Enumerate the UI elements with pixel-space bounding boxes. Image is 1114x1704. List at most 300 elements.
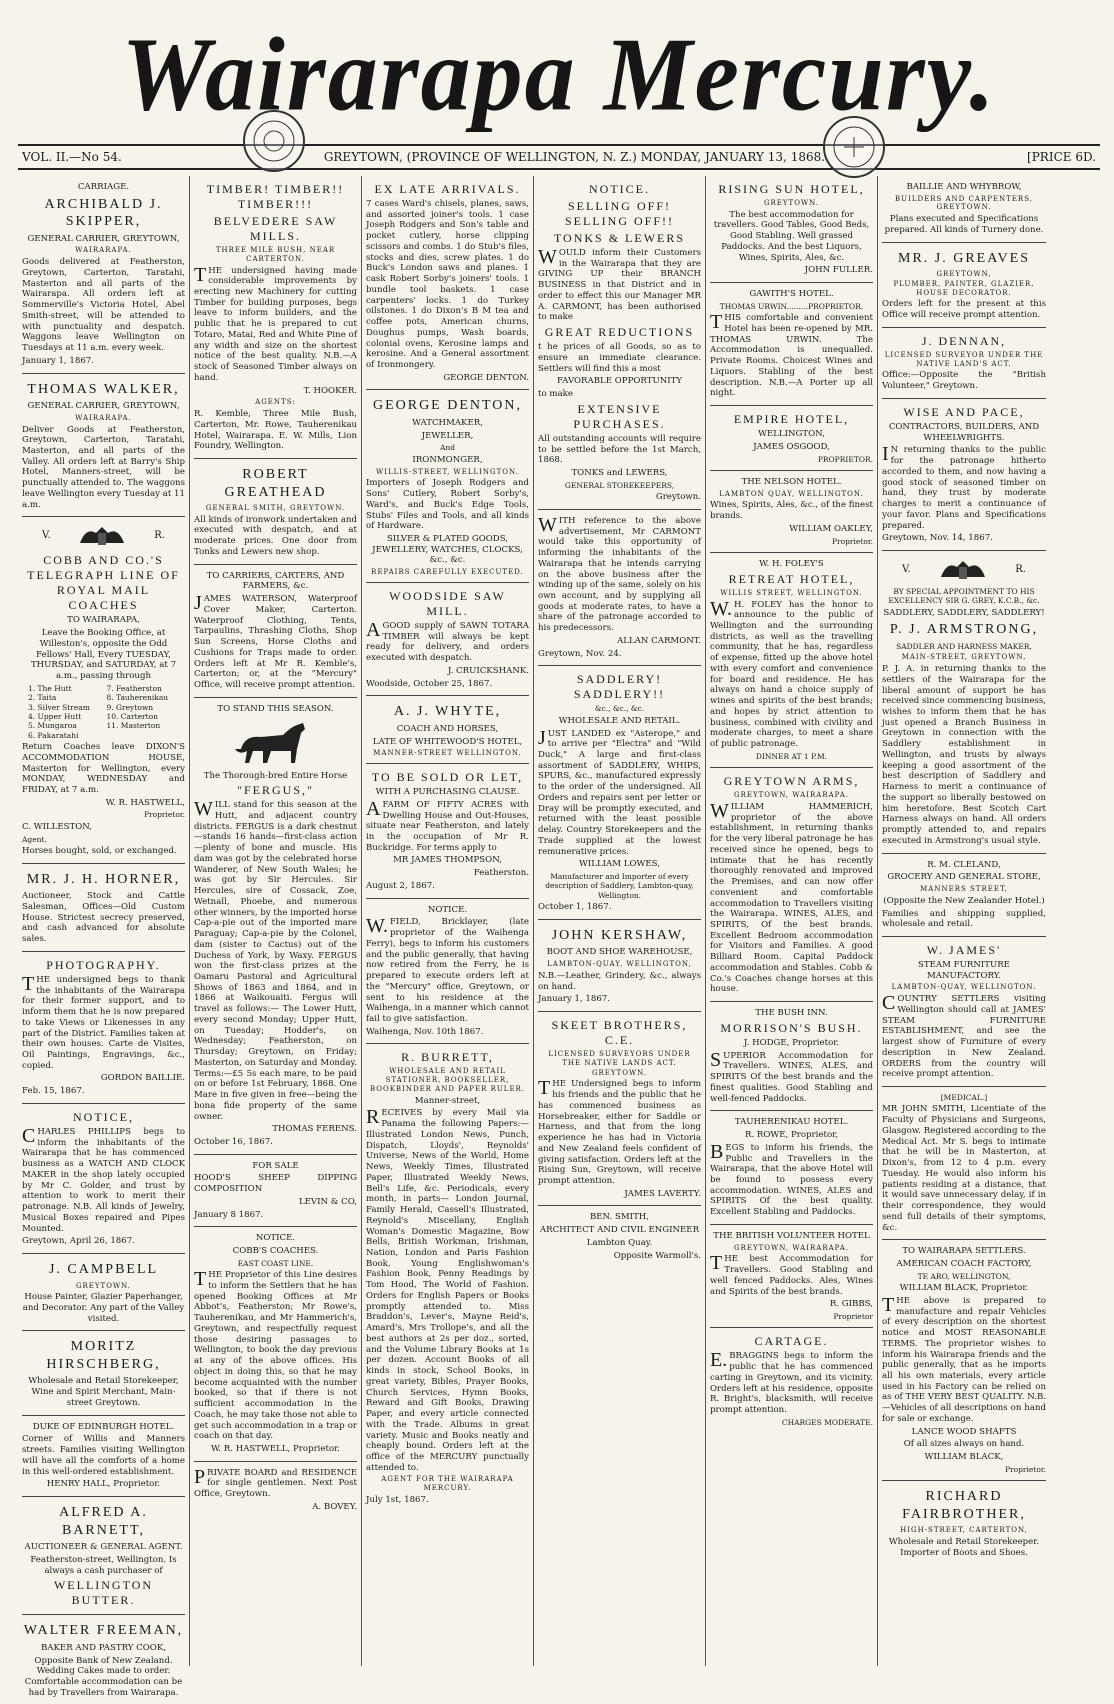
ad-sub: BUILDERS AND CARPENTERS, GREYTOWN. (895, 194, 1033, 212)
ad-date: October 1, 1867. (538, 902, 612, 913)
ad-body: PRIVATE BOARD and RESIDENCE for single gentlemen. Next Post Office, Greytown. (194, 1465, 357, 1500)
ad-gawith (710, 283, 873, 406)
ad-body: House Painter, Glazier Paperhanger, and Decorator. Any part of the Valley visited. (22, 1292, 185, 1324)
ad-body: Auctioneer, Stock and Cattle Salesman, Offices—Old Custom House. Strictest secrecy preserved, and cash advanced for absolute sales. (22, 891, 185, 945)
ad-woodside (366, 583, 529, 696)
ad-sign: THOMAS FERENS. (272, 1124, 357, 1135)
ad-body: WILLIAM HAMMERICH, proprietor of the above establishment, in returning thanks for the very liberal patronage he has received since he opened, begs to intimate that he has recently thoroughly renovated and improved the Premises, and can now offer convenient and comfortable accommodation to Travellers visiting the Wairarapa. WINES, ALES, and SPIRITS, Of the best brands. Excellent Bedroom accommodation for Visitors and Families. A good Billiard Room. Capital Paddock accommodation and Stables. Cobb & Co.'s Coaches change horses at this house. (710, 799, 873, 995)
ad-body: E.BRAGGINS begs to inform the public that he has commenced carting in Greytown, and its vicinity. Orders left at his residence, opposite R. Bright's, blacksmith, will receive prompt attention. (710, 1349, 873, 1416)
ad-heading: TIMBER! TIMBER!! TIMBER!!! (206, 182, 345, 211)
ad-foley (710, 553, 873, 768)
ad-role: Proprietor (833, 1312, 873, 1322)
ad-body: IN returning thanks to the public for the patronage hitherto accorded to them, and now having a good stock of seasoned timber on hand, they trust by moderate charges to merit a continuance of your favor. Plans and Specifications prepared. (882, 443, 1046, 531)
royal-crest (22, 521, 185, 551)
ad-sub: THREE MILE BUSH, NEAR CARTERTON. (215, 246, 336, 263)
ad-place: GREYTOWN. (591, 1068, 648, 1077)
ad-duke-hotel (22, 1416, 185, 1497)
ad-body: AFARM OF FIFTY ACRES with Dwelling House and Out-Houses, situate near Featherston, and lately in the occupation of Mr R. Buckridge. For terms apply to (366, 797, 529, 853)
ad-carmont (538, 510, 701, 667)
ad-name: JOHN KERSHAW, (551, 927, 688, 943)
ad-title: AUCTIONEER & GENERAL AGENT. (24, 1542, 183, 1553)
ad-sub: HIGH-STREET, CARTERTON, (900, 1526, 1028, 1535)
column-1 (18, 176, 190, 1698)
ad-silver: SILVER & PLATED GOODS, JEWELLERY, WATCHES, CLOCKS, &c., &c. (372, 533, 523, 566)
ad-heading: TO BE SOLD OR LET, (371, 770, 524, 785)
ad-private-board (194, 1462, 357, 1519)
ad-wise-pace (882, 399, 1046, 551)
ad-agents-head: AGENTS: (255, 398, 296, 407)
ad-photography (22, 952, 185, 1104)
ad-name: ROBERT GREATHEAD (224, 467, 327, 500)
ad-body: WITH reference to the above advertisement, Mr CARMONT would take this opportunity of informing the inhabitants of the Wairarapa that he intends carrying on the above business after the winding up of the same, solely on his own account, and by supplying all goods at moderate rates, to have a share of the patronage accorded to his predecessors. (538, 513, 701, 634)
stop: 6. Pakaratahi (28, 730, 79, 740)
ad-sign: HENRY HALL, Proprietor. (46, 1479, 161, 1490)
ad-body: BEGS to inform his friends, the Public and Travellers in the Wairarapa, that the above Hotel will be found to possess every accommodation. WINES, ALES and SPIRITS Of the best quality. Excellent Stabling and Paddocks. (710, 1140, 873, 1218)
ad-sub: GREYTOWN, WAIRARAPA. (734, 791, 849, 800)
ad-sub: WITH A PURCHASING CLAUSE. (375, 787, 520, 798)
ad-etc: &c., &c., &c. (594, 704, 645, 714)
ad-name: SKEET BROTHERS, C.E. (551, 1018, 688, 1048)
ad-title: STEAM FURNITURE MANUFACTORY. (918, 959, 1010, 981)
ad-role: Proprietor. (831, 536, 873, 546)
ad-sign: ALLAN CARMONT. (617, 635, 701, 646)
ad-sign: TONKS and LEWERS, (571, 468, 668, 479)
ad-sub: LAMBTON-QUAY, WELLINGTON, (547, 960, 692, 969)
ad-greathead (194, 459, 357, 565)
ad-name: J. CAMPBELL (48, 1262, 159, 1278)
ad-body: THE undersigned begs to thank the inhabitants of the Wairarapa for their former support, and to inform them that he is now prepared to take Views or Likenesses in any part of the District. Families taken at their own houses. Carte de Visites, Oil Paintings, Engravings, &c., copied. (22, 972, 185, 1071)
stop: 1. The Hutt (28, 683, 72, 693)
ad-place: TE ARO, WELLINGTON, (917, 1271, 1011, 1281)
ad-kershaw (538, 920, 701, 1012)
horse-icon (231, 719, 321, 767)
ad-name: WALTER FREEMAN, (23, 1623, 184, 1639)
ad-role: Proprietor. (1004, 1464, 1046, 1474)
ad-baillie-whybrow (882, 176, 1046, 243)
ad-body: Orders left for the present at this Office will receive prompt attention. (882, 299, 1046, 321)
ad-extensive: EXTENSIVE PURCHASES. (573, 401, 666, 431)
ad-phillips (22, 1104, 185, 1254)
ad-great: GREAT REDUCTIONS (544, 325, 695, 340)
ad-heading: GAWITH'S HOTEL. (749, 289, 834, 300)
ad-heading: EMPIRE HOTEL, (733, 412, 850, 427)
ad-heading: THE BRITISH VOLUNTEER HOTEL (713, 1230, 870, 1241)
ad-body: W.H. FOLEY has the honor to announce to the public of Wellington and the surrounding districts, as well as the travelling community, that he has, regardless of expense, fitted up the above hotel with every comfort and convenience for board and residence. He has always on hand a choice supply of wines and spirits of the best brands; and hopes by strict attention to business, combined with civility and moderate charges, to meet a share of public patronage. (710, 597, 873, 750)
stop: 11. Masterton (106, 721, 161, 731)
stop: 5. Mungaroa (28, 721, 77, 731)
ad-date: Feb. 15, 1867. (22, 1086, 85, 1097)
ad-place: Featherston. (473, 868, 529, 879)
ad-sign: A. BOVEY. (312, 1501, 357, 1512)
ad-sub: GREYTOWN. (75, 1281, 132, 1290)
ad-sign: J. CRUICKSHANK. (447, 665, 529, 676)
column-2 (190, 176, 362, 1666)
ad-body: Deliver Goods at Featherston, Greytown, Carterton, Taratahi, Masterton, and all parts of the Valley. All orders left at Barry's Ship Hotel, Manners-street, will be punctually attended to. The waggons leave Wellington every Tuesday at 11 a.m. (22, 424, 185, 510)
stop (107, 731, 186, 740)
ad-sign: WILLIAM OAKLEY, (789, 523, 873, 534)
ad-body: Corner of Willis and Manners streets. Families visiting Wellington will have all the comforts of a home in this well-ordered establishment. (22, 1434, 185, 1477)
ad-greaves (882, 243, 1046, 328)
ad-body: Wholesale and Retail Storekeeper, Wine and Spirit Merchant, Main-street Greytown. (28, 1376, 179, 1408)
ad-sub: GREYTOWN. (763, 199, 820, 207)
colonial-secretary-stamp (823, 116, 885, 178)
ad-sub: WHOLESALE AND RETAIL STATIONER, BOOKSELLER, BOOKBINDER AND PAPER RULER. (369, 1067, 526, 1093)
ad-body: THE best Accommodation for Travellers. Good Stabling and well fenced Paddocks. Ales, Wines and Spirits of the best brands. (710, 1252, 873, 1297)
ad-body: The best accommodation for travellers. Good Tables, Good Beds, Good Stabling. Well grassed Paddocks. And the best Liquors, Wines, Spirits, Ales, &c. (713, 209, 870, 263)
ad-role: Proprietor. (143, 810, 185, 820)
ad-tomake: to make (538, 389, 573, 400)
ad-cartage (710, 1328, 873, 1433)
ad-heading: EX LATE ARRIVALS. (374, 182, 521, 196)
ad-repairs: REPAIRS CAREFULLY EXECUTED. (371, 568, 524, 577)
ad-campbell (22, 1254, 185, 1331)
ad-opp: (Opposite the New Zealander Hotel.) (883, 895, 1045, 906)
ad-john-smith (882, 1087, 1046, 1240)
ad-body: RECEIVES by every Mail via Panama the following Papers:— Illustrated London News, Punch, Dispatch, Lloyds', Reynolds' Universe, News of the World, Home News, Weekly Times, Illustrated Paper, Illustrated Weekly News, Bell's Life, &c. Periodicals, every month, in parts— London Journal, Family Herald, Cassell's Illustrated, Reynold's Miscellany, English Woman's Domestic Magazine, Bow Bells, British Workman, Irishman, Nation, London and Paris Fashion Book, Young Englishwoman's Fashion Book, Penny Readings by Tom Hood, The World of Fashion. Orders for English Papers or Books promptly attended to. Miss Braddon's, Lever's, Mayne Reid's, Amard's, Mrs Trollope's, and all the best authors at 2s per doz., sorted, and the Volume Library Books at 1s per dozen. Account Books of all kinds in stock, School Books, in great variety, Bibles, Prayer Books, Church Services, Hymn Books, Reward and Gift Books, Drawing Paper, and every article connected with the Trade. Albums in great variety. Music and Books neatly and cheaply bound. Orders left at the office of the MERCURY punctually attended to. (366, 1106, 529, 1473)
ad-freeman (22, 1615, 185, 1704)
ad-heading: THE NELSON HOTEL. (741, 476, 842, 487)
ad-place: Greytown. (655, 492, 701, 503)
ad-title: JEWELLER, (421, 430, 474, 441)
ad-name: R. M. CLELAND, (927, 859, 1001, 870)
ad-whyte (366, 696, 529, 764)
ad-bush-inn (710, 1002, 873, 1111)
ad-opp: Opposite Warmoll's. (613, 1250, 701, 1261)
ad-name: A. J. WHYTE, (393, 704, 502, 720)
ad-heading: NOTICE. (255, 1233, 296, 1244)
ad-body: P. J. A. in returning thanks to the settlers of the Wairarapa for the liberal amount of support he has received since commencing business, wishes to inform them that he has just opened a Branch Business in Greytown in connection with the Saddlery establishment in Wellington, and trusts by always keeping a good assortment of the best description of Saddlery and Harness to merit a continuance of the support so liberally bestowed on him heretofore. Best Scotch Cart Harness always on hand. All orders promptly attended to, and repairs executed in Armstrong's usual style. (882, 664, 1046, 846)
ad-horse-name: "FERGUS," (237, 783, 314, 798)
ad-body: Families and shipping supplied, wholesale and retail. (882, 908, 1046, 930)
ad-horses: Horses bought, sold, or exchanged. (22, 845, 177, 856)
ad-name: ALFRED A. BARNETT, (59, 1505, 148, 1538)
ad-medical: [MEDICAL.] (940, 1093, 988, 1103)
ad-nelson (710, 471, 873, 553)
ad-return: Return Coaches leave DIXON'S ACCOMMODATION HOUSE, Masterton for Wellington, every MONDAY, WEDNESDAY and FRIDAY, at 7 a.m. (22, 742, 185, 796)
ad-place: WELLINGTON, (758, 429, 825, 440)
ad-heading: NOTICE, (73, 1109, 134, 1124)
ad-sub: WHOLESALE AND RETAIL. (558, 715, 681, 726)
ad-date: Waihenga, Nov. 10th 1867. (366, 1026, 484, 1037)
ad-heading: NOTICE. (427, 904, 468, 915)
ad-shafts: LANCE WOOD SHAFTS (911, 1426, 1017, 1437)
ad-sub: EAST COAST LINE. (237, 1258, 314, 1268)
ad-body: HOOD'S SHEEP DIPPING COMPOSITION (194, 1173, 357, 1195)
ad-heading: GREYTOWN ARMS, (723, 774, 860, 789)
ad-prop: WILLIAM BLACK, Proprietor. (899, 1283, 1029, 1294)
stop: 2. Taita (28, 693, 57, 703)
ad-role: GENERAL STOREKEEPERS, (564, 480, 675, 490)
ad-sub: GREYTOWN, WAIRARAPA. (734, 1243, 849, 1252)
ad-body: WILL stand for this season at the Hutt, and adjacent country districts. FERGUS is a dark chestnut—stands 16 hands—first-class action—plenty of bone and muscle. His dam was got by the celebrated horse Wanderer, of New South Wales; he was got by Sir Hercules. Sir Hercules, sire of Cossack, Zoe, Wetnall, Phoebe, and numerous other winners, by the imported horse Cap-a-pie out of the imported mare Paraguay; Cap-a-pie by the Colonel, dam (sister to Cactus) out of the Duchess of York, by Waxy. FERGUS won the first-class prizes at the Oamaru Pastoral and Agricultural Shows of 1863 and 1864, and in 1866 at Waikouaiti. Fergus will travel as follows:— The Lower Hutt, every second Monday; Upper Hutt, on Tuesday; Hodder's, on Wednesday; Featherston, on Thursday; Greytown, on Friday; Masterton, on Saturday and Monday. Terms:—£5 5s each mare, to be paid on or before 1st February, 1868. One Mare in five given in free—being the bona fide property of the same owner. (194, 798, 357, 1122)
ad-sub: MANNERS STREET, (920, 885, 1008, 894)
ad-name: MORITZ HIRSCHBERG, (46, 1339, 161, 1372)
ad-body: Opposite Bank of New Zealand. Wedding Cakes made to order. Comfortable accommodation can be had by Travellers from Wairarapa. (24, 1655, 183, 1698)
ad-title: COBB AND CO.'S TELEGRAPH LINE OF ROYAL MAIL COACHES (27, 553, 180, 613)
ad-favorable: FAVORABLE OPPORTUNITY (556, 376, 683, 387)
stop: 3. Silver Stream (28, 702, 90, 712)
ad-prop: R. ROWE, Proprietor, (744, 1130, 839, 1141)
ad-denton (366, 390, 529, 582)
ad-body: Leave the Booking Office, at Willeston's, opposite the Odd Fellows' Hall, Every TUESDAY, THURSDAY, and SATURDAY, at 7 a.m., passing through (30, 628, 177, 682)
ad-body: COUNTRY SETTLERS visiting Wellington should call at JAMES' STEAM FURNITURE ESTABLISHMENT, and see the largest show of Furniture of every description in New Zealand. ORDERS from the country will receive prompt attention. (882, 992, 1046, 1080)
ad-and: And (439, 443, 456, 453)
ad-empire (710, 406, 873, 471)
ad-body: THIS comfortable and convenient Hotel has been re-opened by MR. THOMAS URWIN. The Accommodation is unequalled. Private Rooms. Choicest Wines and Liquors. Stabling of the best description. N.B.—A Porter up all night. (710, 311, 873, 399)
ad-barnett (22, 1497, 185, 1615)
ad-name: J. DENNAN, (921, 333, 1007, 348)
ad-dinner: DINNER AT 1 P.M. (755, 751, 828, 761)
ad-title: BOOT AND SHOE WAREHOUSE, (546, 947, 693, 958)
ad-sub: TO WAIRARAPA, (67, 615, 140, 626)
ad-hoods-dip (194, 1155, 357, 1228)
ad-sign: W. R. HASTWELL, (105, 797, 185, 808)
ad-heading: CARRIAGE. (77, 182, 130, 192)
column-5 (706, 176, 878, 1666)
ad-title: CONTRACTORS, BUILDERS, AND WHEELWRIGHTS. (888, 421, 1040, 443)
ad-title: COBB'S COACHES. (232, 1246, 319, 1257)
ad-horner (22, 864, 185, 952)
ad-skeet (538, 1012, 701, 1206)
ad-agent: C. WILLESTON, (22, 821, 93, 832)
ad-title: LATE OF WHITEWOOD'S HOTEL, (372, 736, 523, 747)
ad-place: Lambton Quay. (586, 1237, 653, 1248)
ad-date: Greytown, Nov. 14, 1867. (882, 533, 993, 544)
ad-armstrong (882, 551, 1046, 854)
ad-body: 7 cases Ward's chisels, planes, saws, and assorted joiner's tools. 1 case Joseph Rodgers and Son's table and pocket cutlery, horse clipping scissors and combs. 1 do Stub's files, stocks and dies, screw plates. 1 do Buck's London saws and planes. 1 cask Robert Sorby's joiners' tools. 1 bundle tool baskets. 1 case carpenters' locks. 1 do Turkey oilstones. 1 do Dixon's B M tea and coffee pots, American churns, Doughus pumps, Wash boards, colonial ovens, Kerosine lamps and kerosine. And a General assortment of Ironmongery. (366, 199, 529, 371)
ad-name: MR. J. H. HORNER, (26, 871, 181, 887)
ad-dennan (882, 328, 1046, 399)
stop: 9. Greytown (106, 702, 154, 712)
ad-skipper (22, 176, 185, 374)
ad-selling: SELLING OFF! SELLING OFF!! (565, 199, 674, 228)
coat-of-arms-icon (937, 555, 989, 585)
ad-heading: RISING SUN HOTEL, (718, 182, 865, 196)
ad-sub: GENERAL SMITH, GREYTOWN. (205, 504, 346, 512)
ad-place: LAMBTON-QUAY, WELLINGTON. (891, 983, 1037, 992)
ad-date: Greytown, Nov. 24. (538, 648, 622, 659)
ad-heading: TO STAND THIS SEASON. (217, 703, 334, 714)
ad-name: RICHARD FAIRBROTHER, (902, 1489, 1026, 1522)
crest-v: V. (42, 530, 51, 542)
column-4 (534, 176, 706, 1666)
ad-body: Featherston-street, Wellington. Is always a cash purchaser of (30, 1554, 177, 1576)
crest-r: R. (154, 530, 165, 542)
ad-sign: JAMES LAVERTY. (624, 1188, 701, 1199)
ad-title: LICENSED SURVEYOR UNDER THE NATIVE LAND'S ACT. (884, 350, 1044, 368)
dateline (18, 144, 1100, 170)
ad-body: JUST LANDED ex "Asterope," and to arrive per "Electra" and "Wild Duck," A large and first-class assortment of SADDLERY, WHIPS, SPURS, &c., manufactured expressly to the order of the undersigned. All Orders and repairs sent per letter or Dray will be promptly executed, and returned with the least possible delay. Country Storekeepers and the Trade supplied at the lowest remunerative prices. (538, 726, 701, 857)
royal-crest (882, 555, 1046, 585)
stop: 8. Tauherenikau (106, 693, 169, 703)
ad-sub: LAMBTON QUAY, WELLINGTON. (719, 489, 864, 498)
ad-body: THE Proprietor of this Line desires to inform the Settlers that he has opened Booking Offices at Mr Abbot's, Featherston; Mr Rowe's, Tauherenikau, and Mr Hammerich's, Greytown, and respectfully request those desiring passages to Wellington, to book the day previous at any of the above offices. His object in doing this, so that he may become acquainted with the number booked, so that if there is not sufficient accommodation in the Coach, he may take those not able to get such accommodation in a trap or coach on that day. (194, 1268, 357, 1442)
ad-sub: MAIN-STREET, GREYTOWN, (901, 653, 1027, 662)
ad-name: R. BURRETT, (401, 1050, 494, 1065)
ad-body: JAMES WATERSON, Waterproof Cover Maker, Carterton. Waterproof Clothing, Tents, Tarpaulins, Thrashing Cloths, Shop Sun Screens, Horse Cloths and Cushions for Traps made to order. Orders left at Mr R. Kemble's, Carterton; or, at the "Mercury" Office, will receive prompt attention. (194, 592, 357, 691)
ad-agent: AGENT FOR THE WAIRARAPA MERCURY. (381, 1475, 514, 1493)
ad-coach-factory (882, 1240, 1046, 1481)
ad-title: IRONMONGER, (412, 454, 483, 465)
ad-fairbrother (882, 1481, 1046, 1564)
price: [PRICE 6D. (1027, 150, 1096, 164)
stop: 4. Upper Hutt (28, 711, 82, 721)
ad-field (366, 899, 529, 1045)
ad-heading: WISE AND PACE, (903, 404, 1025, 419)
ad-title: BAKER AND PASTRY COOK, (40, 1642, 166, 1653)
ad-heading: RETREAT HOTEL, (728, 571, 855, 586)
ad-heading: CARTAGE. (754, 1334, 829, 1349)
ad-saddlery: SADDLERY, SADDLERY, SADDLERY! (883, 607, 1045, 618)
ad-date: October 16, 1867. (194, 1137, 273, 1147)
ad-body: CHARLES PHILLIPS begs to inform the inhabitants of the Wairarapa that he has commenced business as a WATCH AND CLOCK MAKER in the shop lately occupied by Mr C. Golder, and trust by attention to work to merit their patronage. N.B. All kinds of Jewelry, Musical Boxes repaired and Pipes Mounted. (22, 1124, 185, 1234)
ad-sub: GREYTOWN, (936, 270, 992, 279)
ad-british-volunteer (710, 1225, 873, 1329)
ad-title: The Thorough-bred Entire Horse (203, 770, 348, 781)
ad-title: WATCHMAKER, (412, 417, 483, 428)
ad-heading: TO WAIRARAPA SETTLERS. (902, 1246, 1026, 1257)
ad-body: MR JOHN SMITH, Licentiate of the Faculty of Physicians and Surgeons, Glasgow. Registered according to the Medical Act. Mr S. begs to intimate that he will be in Masterton, at Dixon's, from 12 to 4 p.m. every Tuesday. He would also inform his patients residing at a distance, that it would save unnecessary delay, if in their correspondence, they would send full details of their symptoms, &c. (882, 1104, 1046, 1233)
ad-sub: LICENSED SURVEYORS UNDER THE NATIVE LANDS ACT. (548, 1050, 691, 1067)
ad-hirschberg (22, 1331, 185, 1415)
ad-sign: CHARGES MODERATE. (781, 1417, 873, 1427)
ad-body: Importers of Joseph Rodgers and Sons' Cutlery, Robert Sorby's, Ward's, and Buck's Edge Tools, Stubs' Files and Tools, and all kinds of Hardware. (366, 478, 529, 532)
ad-body: Wines, Spirits, Ales, &c., of the finest brands. (710, 500, 873, 522)
ad-date: August 2, 1867. (366, 880, 435, 891)
ad-body: THE Undersigned begs to inform his friends and the public that he has commenced business as Horsebreaker, either for Saddle or Harness, and that from the long experience he has had in Victoria and New Zealand feels confident of giving satisfaction. Orders left at the Rising Sun, Greytown, will receive prompt attention. (538, 1077, 701, 1186)
ad-lowes (538, 666, 701, 920)
ad-belvedere (194, 176, 357, 459)
ad-sign: WILLIAM LOWES, (579, 859, 660, 870)
ad-heading: WOODSIDE SAW MILL. (389, 588, 506, 618)
ad-sub: WAIRARAPA. (75, 246, 132, 255)
ad-body-3: All outstanding accounts will require to be settled before the 1st March, 1868. (538, 433, 701, 466)
ad-sign: T. HOOKER. (303, 385, 357, 396)
ad-heading: NOTICE. (589, 182, 650, 196)
ad-name: ARCHIBALD J. SKIPPER, (44, 196, 163, 230)
ad-date: Woodside, October 25, 1867. (366, 678, 493, 689)
volume-number: VOL. II.—No 54. (22, 150, 122, 164)
ad-sub: WILLIS STREET, WELLINGTON. (720, 588, 863, 597)
ad-walker (22, 374, 185, 518)
ad-name: GEORGE DENTON, (372, 398, 523, 414)
ad-sign: MR JAMES THOMPSON, (393, 855, 502, 866)
ad-street: Manner-street, (414, 1095, 481, 1106)
ad-title: GENERAL CARRIER, GREYTOWN, (27, 233, 180, 244)
ad-greytown-arms (710, 768, 873, 1002)
ad-heading: THE BUSH INN. (755, 1008, 828, 1019)
ad-body: Goods delivered at Featherston, Greytown, Carterton, Taratahi, Masterton and all parts of the Wairarapa. All orders left at Sommerville's Victoria Hotel, Abel Smith-street, will be attended to with punctuality and despatch. Waggons leave Wellington on Tuesdays at 11 a.m. every week. (22, 257, 185, 354)
ad-body: AGOOD supply of SAWN TOTARA TIMBER will always be kept ready for delivery, and orders executed with despatch. (366, 618, 529, 664)
ad-name: MR. J. GREAVES (898, 250, 1030, 266)
ad-role: Manufacturer and Importer of every description of Saddlery, Lambton-quay, Wellington. (545, 872, 694, 900)
ad-smith (538, 1206, 701, 1267)
ad-waterson (194, 565, 357, 698)
ad-body: All kinds of ironwork undertaken and executed with despatch, and at moderate prices. One door from Tonks and Lewers new shop. (194, 514, 357, 557)
library-stamp (243, 110, 305, 172)
crest-v: V. (902, 563, 911, 575)
ad-prop: J. HODGE, Proprietor. (743, 1037, 840, 1048)
ad-title: AMERICAN COACH FACTORY, (896, 1259, 1032, 1269)
column-3 (362, 176, 534, 1666)
ad-sign: GEORGE DENTON. (443, 372, 529, 383)
ad-body: Plans executed and Specifications prepared. All kinds of Turnery done. (884, 214, 1044, 235)
ad-prop: THOMAS URWIN.........PROPRIETOR. (719, 301, 864, 311)
ad-tonks-lewers (538, 176, 701, 510)
ad-name: BEN. SMITH, (589, 1212, 650, 1223)
ad-date: Greytown, April 26, 1867. (22, 1236, 135, 1247)
ad-role: PROPRIETOR. (817, 454, 873, 464)
ad-fergus (194, 698, 357, 1155)
ad-body: Office:—Opposite the "British Volunteer," Greytown. (882, 370, 1046, 392)
ad-body: WOULD inform their Customers in the Wairarapa that they are GIVING UP their BRANCH BUSINESS in that District and in order to effect this our Manager MR A. CARMONT, has been authorised to make (538, 246, 701, 323)
ad-cleland (882, 854, 1046, 937)
ad-sub: WILLIS-STREET, WELLINGTON. (376, 467, 519, 476)
ad-rising-sun (710, 176, 873, 283)
ad-title: COACH AND HORSES, (396, 723, 499, 734)
ad-date: January 1, 1867. (538, 994, 610, 1005)
ad-body: W.FIELD, Bricklayer, (late proprietor of the Waihenga Ferry), begs to inform his customers and the public generally, that having now retired from the Ferry, he is prepared to execute orders left at the "Mercury" office, Greytown, or sent to his residence at the Waihenga, in a manner which cannot fail to give satisfaction. (366, 915, 529, 1025)
ad-tauherenikau (710, 1111, 873, 1225)
ad-date: January 8 1867. (194, 1209, 264, 1220)
ad-heading: SADDLERY! SADDLERY!! (573, 672, 666, 702)
ad-name: MORRISON'S BUSH. (720, 1020, 863, 1035)
stop: 10. Carterton (106, 711, 159, 721)
ad-late-arrivals (366, 176, 529, 390)
coat-of-arms-icon (76, 521, 128, 551)
columns (18, 176, 1100, 1698)
ad-title: ARCHITECT AND CIVIL ENGINEER (539, 1225, 700, 1236)
ad-name: W. JAMES' (926, 942, 1002, 957)
ad-title: SADDLER AND HARNESS MAKER, (896, 641, 1032, 651)
crest-r: R. (1015, 563, 1026, 575)
ad-sign: GORDON BAILLIE. (100, 1073, 185, 1084)
ad-cobb-coaches (22, 517, 185, 863)
ad-title: GENERAL CARRIER, GREYTOWN, (27, 401, 180, 412)
ad-body: THE above is prepared to manufacture and repair Vehicles of every description on the shortest notice and MOST REASONABLE TERMS. The proprietor wishes to inform his Wairarapa friends and the public generally, that as he imports all his own materials, every article used in his Factory can be relied on as of THE VERY BEST QUALITY. N.B.—Vehicles of all descriptions on hand for sale or exchange. (882, 1293, 1046, 1424)
ad-sign: WILLIAM BLACK, (924, 1452, 1004, 1463)
masthead-title: Wairarapa Mercury. (121, 15, 997, 133)
ad-sign: JOHN FULLER. (804, 265, 873, 276)
ad-sign: JAMES OSGOOD, (753, 441, 830, 452)
ad-burrett (366, 1044, 529, 1511)
ad-james-furniture (882, 937, 1046, 1087)
stop: 7. Featherston (106, 683, 162, 693)
ad-sizes: Of all sizes always on hand. (903, 1439, 1025, 1450)
ad-name: TONKS & LEWERS (553, 231, 686, 245)
coach-stops (22, 684, 185, 740)
ad-sub: WAIRARAPA. (75, 413, 132, 422)
ad-heading: FOR SALE (252, 1160, 299, 1171)
ad-sub: MANNER-STREET WELLINGTON. (373, 749, 522, 758)
ad-heading: TAUHERENIKAU HOTEL. (734, 1117, 849, 1128)
place-date: GREYTOWN, (PROVINCE OF WELLINGTON, N. Z.) MONDAY, JANUARY 13, 1868. (323, 150, 826, 164)
ad-name: THOMAS WALKER, (27, 381, 180, 397)
ad-date: January 1, 1867. (22, 355, 94, 366)
ad-agent-role: Agent. (22, 834, 47, 844)
ad-body: Wholesale and Retail Storekeeper. Importer of Boots and Shoes. (888, 1536, 1040, 1558)
ad-date: July 1st, 1867. (366, 1494, 429, 1505)
ad-name: P. J. ARMSTRONG, (889, 622, 1039, 638)
ad-sign: R. GIBBS, (829, 1299, 873, 1310)
ad-appointment: BY SPECIAL APPOINTMENT TO HIS EXCELLENCY SIR G. GREY, K.C.B., &c. (888, 586, 1040, 606)
ad-heading: BAILLIE AND WHYBROW, (906, 182, 1022, 192)
ad-farm (366, 764, 529, 899)
ad-name: W. H. FOLEY'S (759, 559, 824, 570)
ad-title: GROCERY AND GENERAL STORE, (887, 872, 1041, 883)
ad-butter: WELLINGTON BUTTER. (53, 1578, 154, 1608)
ad-title: PLUMBER, PAINTER, GLAZIER, HOUSE DECORATOR. (893, 279, 1035, 297)
